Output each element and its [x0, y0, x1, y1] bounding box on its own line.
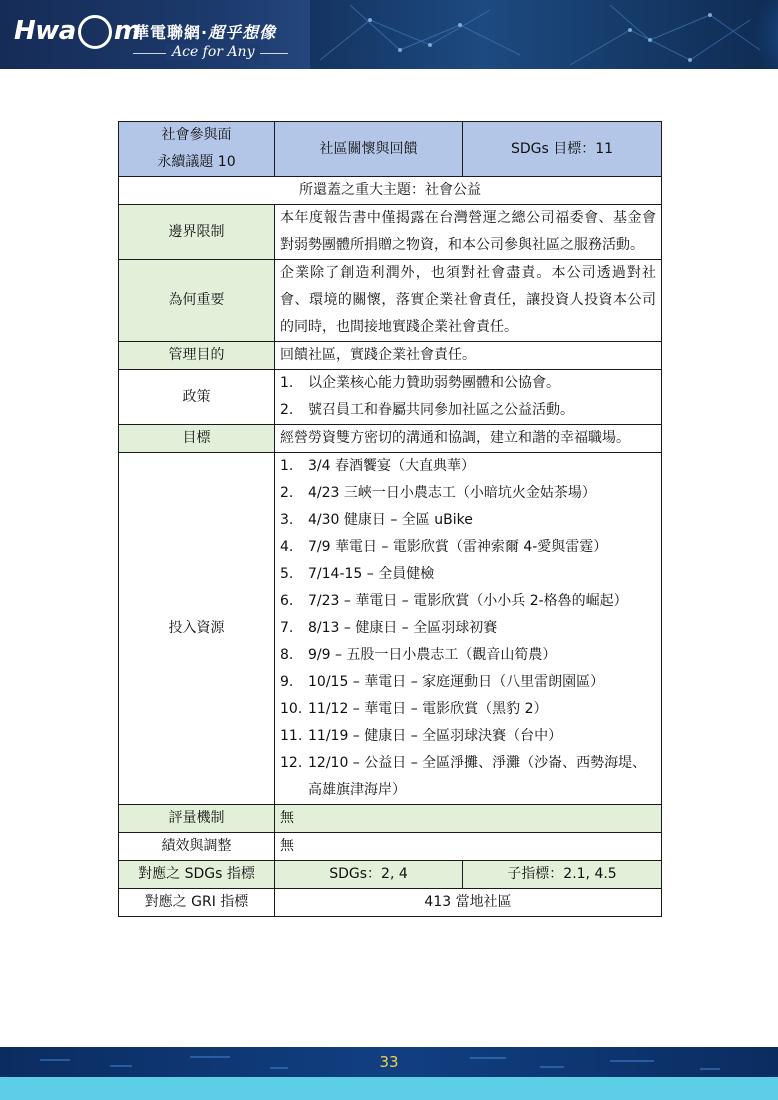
list-item: 8. 9/9 – 五股一日小農志工（觀音山筍農）: [280, 647, 557, 663]
brand-dot: ·: [201, 23, 209, 42]
table-row-performance: [119, 833, 662, 861]
brand-tagline: 超乎想像: [208, 23, 277, 42]
table-row-boundary: [119, 205, 662, 260]
resources-cell: [275, 453, 662, 805]
footer-band: [0, 1047, 778, 1077]
issue-topic: 社區關懷與回饋: [275, 122, 463, 177]
list-item: 12. 12/10 – 公益日 – 全區淨攤、淨灘（沙崙、西勢海堤、高雄旗津海岸）: [280, 755, 647, 798]
policy-list: [280, 370, 656, 424]
table-row-policy: [119, 370, 662, 425]
list-item: 1. 以企業核心能力贊助弱勢團體和公協會。: [280, 375, 560, 391]
list-item: 7. 8/13 – 健康日 – 全區羽球初賽: [280, 620, 498, 636]
importance-text: 企業除了創造利潤外，也須對社會盡責。本公司透過對社會、環境的關懷，落實企業社會責任，讓投資人投資本公司的同時，也間接地實踐企業社會責任。: [275, 260, 662, 342]
circuit-pattern: [310, 0, 778, 69]
goal-text: 經營勞資雙方密切的溝通和協調，建立和諧的幸福職場。: [275, 425, 662, 453]
table-row-importance: [119, 260, 662, 342]
header-decoration: [310, 0, 778, 69]
table-row-purpose: [119, 342, 662, 370]
list-item: 2. 4/23 三峽一日小農志工（小暗坑火金姑茶場）: [280, 485, 596, 501]
table-row-evaluation: [119, 805, 662, 833]
material-theme: 所還蓋之重大主題：社會公益: [119, 177, 662, 205]
resources-label: 投入資源: [119, 453, 275, 805]
sdgs-sub-indicator: 子指標：2.1, 4.5: [463, 861, 662, 889]
table-row-gri: [119, 889, 662, 917]
gri-label: 對應之 GRI 指標: [119, 889, 275, 917]
boundary-label: 邊界限制: [119, 205, 275, 260]
performance-label: 績效與調整: [119, 833, 275, 861]
resources-list: [280, 453, 656, 804]
logo-area: [0, 0, 310, 69]
evaluation-label: 評量機制: [119, 805, 275, 833]
logo-text-right: m: [113, 16, 141, 46]
list-item: 3. 4/30 健康日 – 全區 uBike: [280, 512, 473, 528]
evaluation-text: 無: [275, 805, 662, 833]
list-item: 1. 3/4 春酒饗宴（大直典華）: [280, 458, 475, 474]
sdgs-label: 對應之 SDGs 指標: [119, 861, 275, 889]
table-row-sdgs: [119, 861, 662, 889]
table-row-goal: [119, 425, 662, 453]
purpose-label: 管理目的: [119, 342, 275, 370]
policy-label: 政策: [119, 370, 275, 425]
boundary-text: 本年度報告書中僅揭露在台灣營運之總公司福委會、基金會對弱勢團體所捐贈之物資，和本公司參與社區之服務活動。: [275, 205, 662, 260]
policy-cell: [275, 370, 662, 425]
logo-text-left: Hwa: [14, 16, 76, 46]
brand-name: 華電聯網: [133, 23, 202, 42]
logo-ring-icon: [78, 15, 112, 49]
table-row-theme: [119, 177, 662, 205]
importance-label: 為何重要: [119, 260, 275, 342]
list-item: 6. 7/23 – 華電日 – 電影欣賞（小小兵 2-格魯的崛起）: [280, 593, 628, 609]
list-item: 10. 11/12 – 華電日 – 電影欣賞（黑豹 2）: [280, 701, 548, 717]
brand-chinese-name: [133, 20, 276, 43]
list-item: 2. 號召員工和眷屬共同參加社區之公益活動。: [280, 402, 574, 418]
page-footer: [0, 1047, 778, 1100]
sdg-target: SDGs 目標：11: [463, 122, 662, 177]
sdgs-value: SDGs：2, 4: [275, 861, 463, 889]
sustainability-issue-table: [118, 121, 662, 917]
issue-category-cell: [119, 122, 275, 177]
hwacom-logo: [14, 14, 140, 48]
list-item: 5. 7/14-15 – 全員健檢: [280, 566, 435, 582]
issue-category: 社會參與面: [161, 127, 232, 143]
gri-value: 413 當地社區: [275, 889, 662, 917]
table-row-issue-header: [119, 122, 662, 177]
performance-text: 無: [275, 833, 662, 861]
list-item: 4. 7/9 華電日 – 電影欣賞（雷神索爾 4-愛與雷霆）: [280, 539, 608, 555]
goal-label: 目標: [119, 425, 275, 453]
brand-slogan: Ace for Any: [166, 44, 260, 60]
list-item: 9. 10/15 – 華電日 – 家庭運動日（八里雷朗園區）: [280, 674, 605, 690]
list-item: 11. 11/19 – 健康日 – 全區羽球決賽（台中）: [280, 728, 563, 744]
page-header-banner: [0, 0, 778, 69]
issue-number: 永續議題 10: [157, 154, 236, 170]
purpose-text: 回饋社區，實踐企業社會責任。: [275, 342, 662, 370]
table-row-resources: [119, 453, 662, 805]
page-number: 33: [379, 1053, 399, 1071]
